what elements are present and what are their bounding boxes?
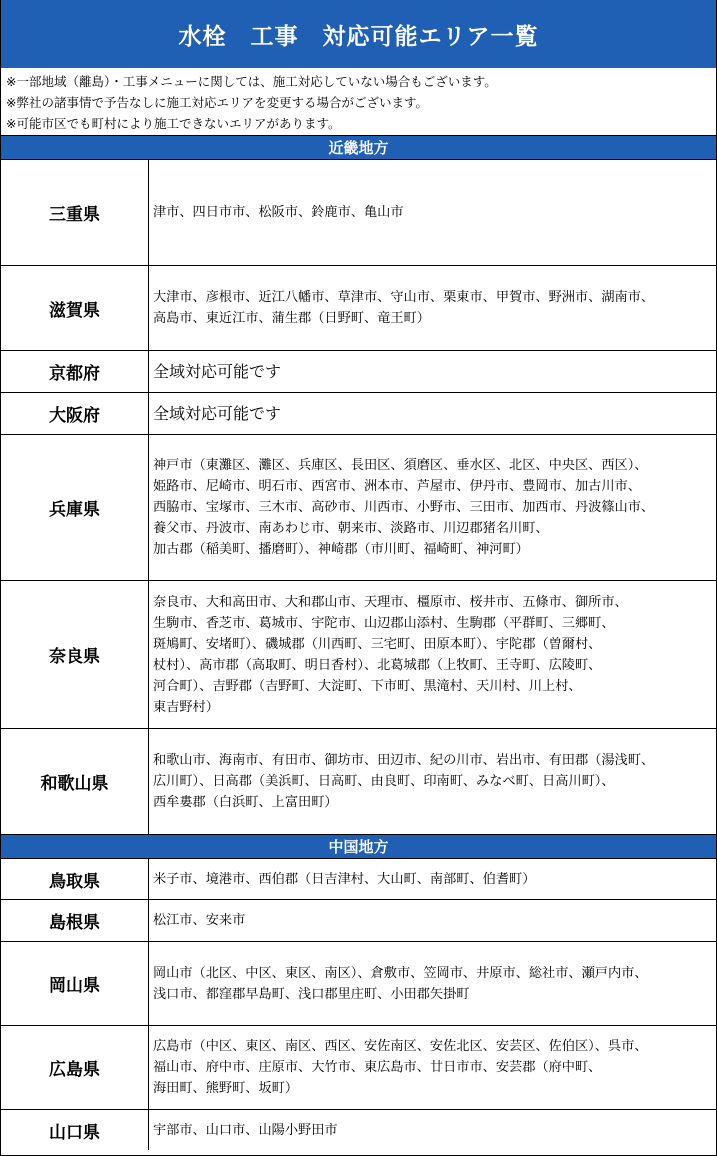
table-row (1, 729, 716, 834)
service-areas: 全域対応可能です (153, 362, 282, 381)
region-header-kinki: 近畿地方 (1, 135, 716, 160)
table-row (1, 859, 716, 900)
service-areas: 広島市（中区、東区、南区、西区、安佐南区、安佐北区、安芸区、佐伯区）、呉市、 福山市、府中市、庄原市、大竹市、東広島市、廿日市市、安芸郡（府中町、 海田町、熊野町、坂町） (153, 1039, 648, 1096)
region-table-chugoku (1, 859, 716, 1150)
table-row (1, 900, 716, 942)
prefecture-name: 山口県 (1, 1110, 149, 1150)
prefecture-name: 広島県 (1, 1026, 149, 1109)
prefecture-name: 岡山県 (1, 942, 149, 1025)
prefecture-name: 三重県 (1, 160, 149, 265)
table-row (1, 581, 716, 729)
table-row (1, 1026, 716, 1110)
note-line: ※弊社の諸事情で予告なしに施工対応エリアを変更する場合がございます。 (6, 95, 428, 110)
service-areas: 松江市、安来市 (153, 913, 246, 928)
table-row (1, 435, 716, 581)
service-areas: 津市、四日市市、松阪市、鈴鹿市、亀山市 (153, 205, 404, 220)
prefecture-name: 滋賀県 (1, 266, 149, 350)
table-row (1, 160, 716, 266)
region-table-kinki (1, 160, 716, 834)
prefecture-name: 和歌山県 (1, 729, 149, 834)
table-row (1, 266, 716, 351)
table-row (1, 942, 716, 1026)
service-areas: 米子市、境港市、西伯郡（日吉津村、大山町、南部町、伯耆町） (153, 871, 536, 887)
prefecture-name: 京都府 (1, 351, 149, 392)
prefecture-name: 島根県 (1, 900, 149, 941)
notes-section (1, 68, 716, 135)
service-areas: 奈良市、大和高田市、大和郡山市、天理市、橿原市、桜井市、五條市、御所市、 生駒市、香芝市、葛城市、宇陀市、山辺郡山添村、生駒郡（平群町、三郷町、 斑鳩町、安堵町）、磯城郡（川西町、三宅町、田原本町）、宇陀郡（曽爾村、 杖村）、高市郡（高取町、明日香村）、北葛城郡（上牧町、王寺町、広陵町、 河合町）、吉野郡（吉野町、大淀町、下市町、黒滝村、天川村、川上村、 東吉野村） (153, 594, 628, 715)
note-line: ※一部地域（離島）・工事メニューに関しては、施工対応していない場合もございます。 (6, 74, 497, 89)
prefecture-name: 大阪府 (1, 393, 149, 434)
table-row (1, 393, 716, 435)
prefecture-name: 奈良県 (1, 581, 149, 728)
region-header-chugoku: 中国地方 (1, 834, 716, 859)
service-areas: 宇部市、山口市、山陽小野田市 (153, 1122, 338, 1138)
service-areas: 全域対応可能です (153, 404, 282, 423)
service-areas: 和歌山市、海南市、有田市、御坊市、田辺市、紀の川市、岩出市、有田郡（湯浅町、 広川町）、日高郡（美浜町、日高町、由良町、印南町、みなべ町、日高川町）、 西牟婁郡（白浜町、上富田町） (153, 753, 655, 810)
service-areas: 岡山市（北区、中区、東区、南区）、倉敷市、笠岡市、井原市、総社市、瀬戸内市、 浅口市、都窪郡早島町、浅口郡里庄町、小田郡矢掛町 (153, 965, 648, 1002)
service-areas: 大津市、彦根市、近江八幡市、草津市、守山市、栗東市、甲賀市、野洲市、湖南市、 高島市、東近江市、蒲生郡（日野町、竜王町） (153, 290, 655, 326)
page-title: 水栓 工事 対応可能エリア一覧 (1, 0, 716, 68)
prefecture-name: 鳥取県 (1, 859, 149, 899)
note-line: ※可能市区でも町村により施工できないエリアがあります。 (6, 116, 341, 131)
table-row (1, 1110, 716, 1150)
service-areas: 神戸市（東灘区、灘区、兵庫区、長田区、須磨区、垂水区、北区、中央区、西区）、 姫路市、尼崎市、明石市、西宮市、洲本市、芦屋市、伊丹市、豊岡市、加古川市、 西脇市、宝塚市、三木市、高砂市、川西市、小野市、三田市、加西市、丹波篠山市、 養父市、丹波市、南あわじ市、朝来市、淡路市、川辺郡猪名川町、 加古郡（稲美町、播磨町）、神崎郡（市川町、福崎町、神河町） (153, 458, 655, 557)
prefecture-name: 兵庫県 (1, 435, 149, 580)
table-row (1, 351, 716, 393)
